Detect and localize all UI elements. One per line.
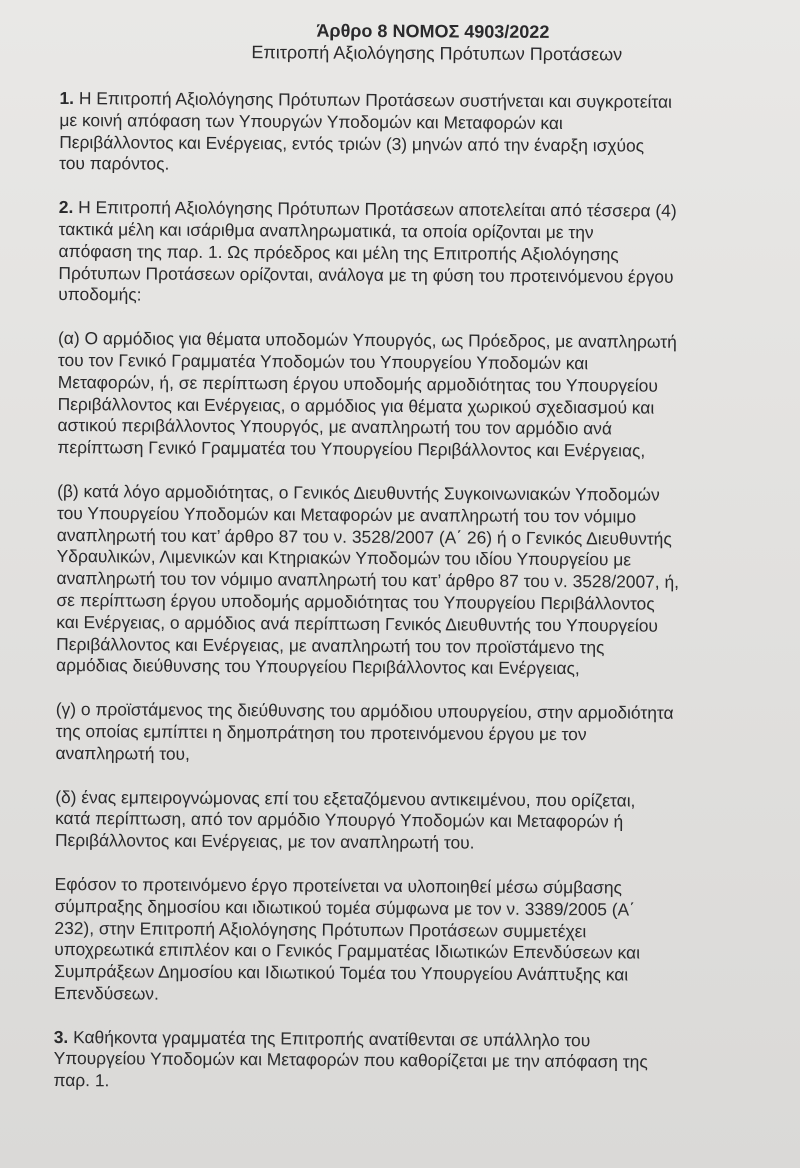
paragraph-line: περίπτωση Γενικό Γραμματέα του Υπουργείου Περιβάλλοντος και Ενέργειας, [57,437,646,461]
paragraph-line: παρ. 1. [53,1070,110,1091]
paragraph-line: Περιβάλλοντος και Ενέργειας, ο αρμόδιος για θέματα χωρικού σχεδιασμού και [57,393,655,418]
paragraph-line: (α) Ο αρμόδιος για θέματα υποδομών Υπουργός, ως Πρόεδρος, με αναπληρωτή [57,328,677,352]
paragraph-line: (β) κατά λόγο αρμοδιότητας, ο Γενικός Διευθυντής Συγκοινωνιακών Υποδομών [57,480,660,505]
paragraph [58,197,795,310]
paragraph-line: (δ) ένας εμπειρογνώμονας επί του εξεταζόμενου αντικειμένου, που ορίζεται, [55,786,636,811]
paragraph [57,328,794,463]
paragraph-line: του παρόντος. [59,153,170,175]
paragraph-line: 232), στην Επιτροπή Αξιολόγησης Πρότυπων Προτάσεων συμμετέχει [54,917,587,941]
paragraph-line: Υδραυλικών, Λιμενικών και Κτηριακών Υποδομών του ιδίου Υπουργείου με [56,546,632,570]
paragraph-number: 1. [59,87,75,109]
paragraph-line: σε περίπτωση έργου υποδομής αρμοδιότητας του Υπουργείου Περιβάλλοντος [56,589,655,614]
paragraph-line: απόφαση της παρ. 1. Ως πρόεδρος και μέλη της Επιτροπής Αξιολόγησης [58,240,619,265]
paragraph-line: του Υπουργείου Υποδομών και Μεταφορών με αναπληρωτή του τον νόμιμο [56,502,637,527]
article-subtitle: Επιτροπή Αξιολόγησης Πρότυπων Προτάσεων [251,42,623,65]
paragraph-line: Η Επιτροπή Αξιολόγησης Πρότυπων Προτάσεων συστήνεται και συγκροτείται [78,88,672,112]
paragraph-line: κατά περίπτωση, από τον αρμόδιο Υπουργό Υποδομών και Μεταφορών ή [55,808,624,832]
paragraph-line: Μεταφορών, ή, σε περίπτωση έργου υποδομής αρμοδιότητας του Υπουργείου [57,371,658,396]
paragraph-line: αναπληρωτή του, [55,742,190,764]
paragraph-line: Η Επιτροπή Αξιολόγησης Πρότυπων Προτάσεων αποτελείται από τέσσερα (4) [78,197,677,221]
law-article [53,18,796,1119]
paragraph-line: του τον Γενικό Γραμματέα Υποδομών του Υπουργείου Υποδομών και [57,349,589,374]
paragraph-line: αστικού περιβάλλοντος Υπουργός, με αναπληρωτή του τον αρμόδιο ανά [57,415,612,439]
paragraph-line: αρμόδιας διεύθυνσης του Υπουργείου Περιβάλλοντος και Ενέργειας, [55,655,580,679]
paragraph-line: της οποίας εμπίπτει η δημοπράτηση του προτεινόμενου έργου με τον [55,720,587,745]
paragraph-line: Επενδύσεων. [53,982,159,1004]
paragraph-line: Περιβάλλοντος και Ενέργειας, εντός τριών (3) μηνών από την έναρξη ισχύος [59,131,645,156]
paragraph-line: Πρότυπων Προτάσεων ορίζονται, ανάλογα με τη φύση του προτεινόμενου έργου [58,262,674,287]
paragraph [53,1027,789,1097]
paragraph-line: (γ) ο προϊστάμενος της διεύθυνσης του αρμόδιου υπουργείου, στην αρμοδιότητα [55,699,674,723]
paragraph-line: αναπληρωτή του τον νόμιμο αναπληρωτή του κατ’ άρθρο 87 του ν. 3528/2007, ή, [56,568,680,592]
article-title: Άρθρο 8 ΝΟΜΟΣ 4903/2022 [316,20,550,42]
paragraph-number: 3. [53,1026,69,1047]
paragraph-line: Καθήκοντα γραμματέα της Επιτροπής ανατίθενται σε υπάλληλο του [73,1026,591,1050]
paragraph [56,481,793,682]
paragraph [59,88,796,180]
paragraph [55,699,791,769]
paragraph-number: 2. [58,197,74,218]
paragraph-line: Περιβάλλοντος και Ενέργειας, με αναπληρωτή του τον προϊστάμενο της [56,633,605,657]
paragraph-line: τακτικά μέλη και ισάριθμα αναπληρωματικά, τα οποία ορίζονται με την [58,218,594,243]
paragraph-line: με κοινή απόφαση των Υπουργών Υποδομών και Μεταφορών και [59,109,563,133]
paragraph-line: αναπληρωτή του κατ’ άρθρο 87 του ν. 3528/2007 (Α΄ 26) ή ο Γενικός Διευθυντής [56,524,672,549]
paragraph-line: Περιβάλλοντος και Ενέργειας, με τον αναπληρωτή του. [54,830,475,853]
paragraph-line: σύμπραξης δημοσίου και ιδιωτικού τομέα σύμφωνα με τον ν. 3389/2005 (Α΄ [54,895,636,920]
paragraph-line: υποδομής: [58,284,142,305]
paragraph-line: Υπουργείου Υποδομών και Μεταφορών που καθορίζεται με την απόφαση της [53,1048,648,1073]
paragraph-line: και Ενέργειας, ο αρμόδιος ανά περίπτωση Γενικός Διευθυντής του Υπουργείου [56,611,659,636]
paragraph [55,787,791,857]
paragraph-line: Εφόσον το προτεινόμενο έργο προτείνεται να υλοποιηθεί μέσω σύμβασης [54,873,623,898]
article-body [53,88,795,1097]
paragraph-line: υποχρεωτικά επιπλέον και ο Γενικός Γραμματέας Ιδιωτικών Επενδύσεων και [54,939,641,963]
paragraph-line: Συμπράξεων Δημοσίου και Ιδιωτικού Τομέα του Υπουργείου Ανάπτυξης και [54,961,629,985]
paragraph [54,874,791,1009]
